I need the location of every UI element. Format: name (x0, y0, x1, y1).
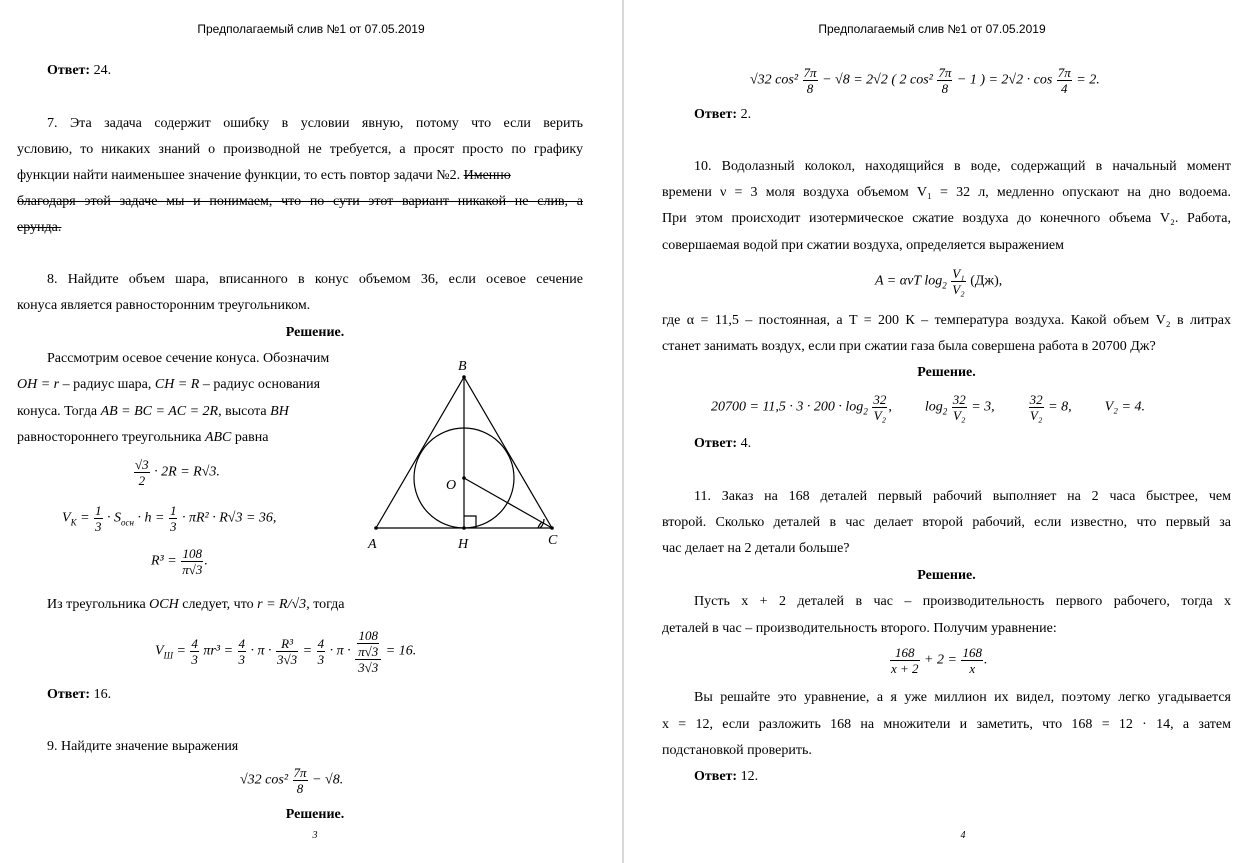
p11-line3: час делает на 2 детали больше? (662, 541, 850, 556)
sol11-line2: деталей в час – производительность второго. Получим уравнение: (662, 621, 1057, 636)
p10-line1: 10. Водолазный колокол, находящийся в воде, содержащий в начальный момент (694, 159, 1231, 174)
equation-11: $\frac{168}{x + 2}$ + 2 = $\frac{168}{x}$ . (891, 645, 988, 676)
sol8-line2: OH = r – радиус шара, CH = R – радиус основания (17, 377, 321, 392)
sol11b-line1: Вы решайте это уравнение, а я уже миллион их видел, поэтому легко угадывается (694, 690, 1231, 705)
cone-section-figure (360, 352, 580, 557)
equation-work: A = ανT $\log_2$ $\frac{\text{V₁}}{\text{V₂}}$ (Дж), (875, 266, 1003, 297)
p7-line4: благодаря этой задаче мы и понимаем, что по сути этот вариант никакой не слив, а (17, 194, 583, 209)
p10b-line1: где α = 11,5 – постоянная, а T = 200 К – температура воздуха. Какой объем V₂ в литрах (662, 313, 1231, 328)
page-right (624, 0, 1240, 863)
p10b-line2: станет занимать воздух, если при сжатии газа была совершена работа в 20700 Дж? (662, 339, 1156, 354)
label-o: O (446, 478, 457, 493)
equation-3: R³ = $\frac{108}{\pi√3}$ . (151, 546, 208, 577)
p8-line2: конуса является равносторонним треугольником. (17, 298, 311, 313)
equation-2: $V_K$ = $\frac{1}{3}$ · $S_{осн} \cdot h$ = $\frac{1}{3}$ · πR² · R√3 = 36, (62, 503, 277, 534)
answer-line: Ответ: 4. (694, 436, 752, 451)
solution-heading: Решение. (917, 568, 976, 583)
sol11-line1: Пусть x + 2 деталей в час – производительность первого рабочего, тогда x (694, 594, 1231, 609)
answer-line: Ответ: 24. (47, 63, 112, 78)
solution-heading: Решение. (917, 365, 976, 380)
p11-line2: второй. Сколько деталей в час делает второй рабочий, если известно, что первый за (662, 515, 1231, 530)
p9-line: 9. Найдите значение выражения (47, 739, 239, 754)
label-h: H (458, 537, 469, 552)
sol8-line1: Рассмотрим осевое сечение конуса. Обозначим (47, 351, 330, 366)
solution-heading: Решение. (285, 807, 345, 822)
page-header: Предполагаемый слив №1 от 07.05.2019 (818, 22, 1046, 36)
answer-line: Ответ: 12. (694, 769, 759, 784)
equation-top: √32 cos² $\frac{7\pi}{8}$ − √8 = 2√2 ( 2 cos² $\frac{7\pi}{8}$ − 1 ) = 2√2 · cos $\frac{7\pi}{4}$ = 2. (750, 65, 1100, 96)
sol8-line5: Из треугольника OCH следует, что r = R/√3, тогда (47, 597, 345, 612)
page-number: 3 (312, 830, 318, 841)
solution-heading: Решение. (285, 325, 345, 340)
right-angle-mark (464, 516, 476, 528)
p10-line2: времени ν = 3 моля воздуха объемом V₁ = 32 л, медленно опускают на дно водоема. (662, 185, 1231, 200)
page-header: Предполагаемый слив №1 от 07.05.2019 (197, 22, 425, 36)
sol8-line4: равностороннего треугольника ABC равна (17, 430, 269, 445)
p11-line1: 11. Заказ на 168 деталей первый рабочий выполняет на 2 часа быстрее, чем (694, 489, 1231, 504)
sol11b-line2: x = 12, если разложить 168 на множители и заметить, что 168 = 12 · 14, а затем (662, 717, 1231, 732)
label-c: C (548, 533, 558, 548)
p10-line4: совершаемая водой при сжатии воздуха, определяется выражением (662, 238, 1065, 253)
label-b: B (458, 359, 467, 374)
equation-4: $V_Ш$ = $\frac{4}{3}$ πr³ = $\frac{4}{3}$ · π · $\frac{\text{R³}}{3√3}$ = $\frac{4}{3}$ · π · $\frac{\frac{108}{\pi√3}}{3√3}$ = 16. (155, 628, 417, 675)
p7-line2: условию, то никаких знаний о производной не требуется, а просят просто по графику (17, 142, 583, 157)
p10-line3: При этом происходит изотермическое сжатие воздуха до конечного объема V₂. Работа, (662, 211, 1231, 226)
p8-line1: 8. Найдите объем шара, вписанного в конус объемом 36, если осевое сечение (47, 272, 583, 287)
equation-1: $\frac{√3}{2}$ · 2R = R√3. (135, 457, 220, 488)
p7-line5: ерунда. (17, 220, 62, 235)
sol11b-line3: подстановкой проверить. (662, 743, 812, 758)
p7-line1: 7. Эта задача содержит ошибку в условии явную, потому что если верить (47, 116, 583, 131)
p7-line3: функции найти наименьшее значение функции, то есть повтор задачи №2. Именно (17, 168, 511, 183)
sol8-line3: конуса. Тогда AB = BC = AC = 2R, высота BH (17, 404, 289, 419)
segment-oc (464, 478, 552, 528)
equation-9: √32 cos² $\frac{7\pi}{8}$ − √8. (240, 765, 344, 796)
answer-line: Ответ: 2. (694, 107, 752, 122)
page-number: 4 (960, 830, 966, 841)
answer-line: Ответ: 16. (47, 687, 112, 702)
equation-10: $20700 = 11,5 \cdot 3 \cdot 200 \cdot \log_2$ $\frac{32}{\text{V₂}}$ , $\log_2$ $\frac{32}{\text{V₂}}$ = 3, $\frac{32}{\text{V₂}}$ = 8, V₂ = 4. (711, 392, 1145, 423)
label-a: A (368, 537, 377, 552)
